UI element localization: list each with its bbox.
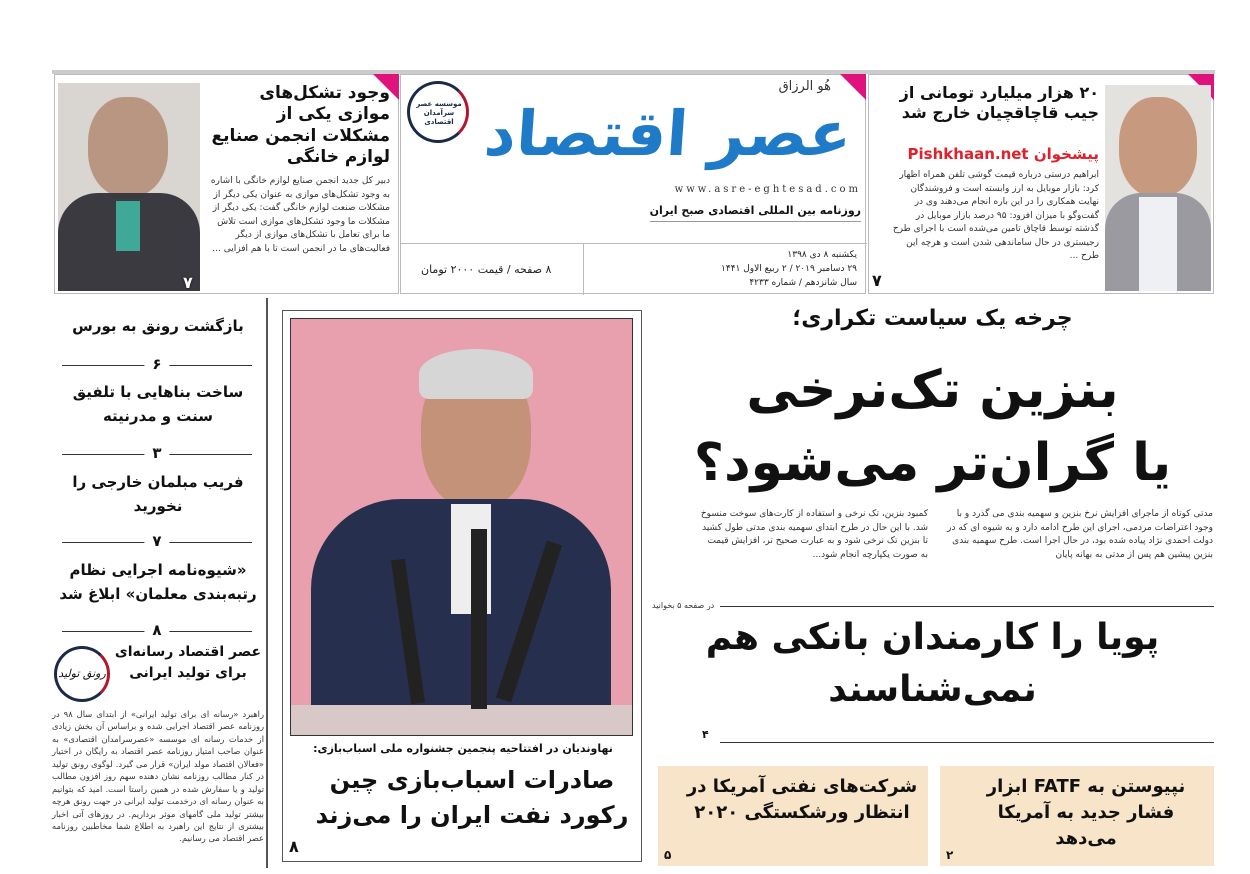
motto: هُو الرزاق [778,79,831,94]
sidebar-separator: ۸ [62,623,252,637]
divider [720,606,1214,607]
lead-col-right: مدتی کوتاه از ماجرای افزایش نرخ بنزین و سهمیه بندی می گذرد و با وجود اعتراضات مردمی، اجرای این طرح ادامه دارد و به شیوه ای که در دولت احمدی نژاد پیاده شده بود، در حال اجرا است. طرح سهمیه بندی بنزین پیشین هم پس از مدتی به بهانه پایان [947,509,1213,560]
page-ref: ۵ [664,847,672,862]
lead-headline[interactable]: بنزین تک‌نرخی یا گران‌تر می‌شود؟ [693,360,1172,493]
issue-info: یکشنبه ۸ دی ۱۳۹۸ ۲۹ دسامبر ۲۰۱۹ / ۲ ربیع الاول ۱۴۴۱ سال شانزدهم / شماره ۴۲۳۳ [721,250,857,288]
top-right-story [868,74,1214,294]
body-text: دبیر کل جدید انجمن صنایع لوازم خانگی با اشاره به وجود تشکل‌های موازی به عنوان یکی دیگر از مشکلات صنعت لوازم خانگی گفت: یکی دیگر از مشکلات ما وجود تشکل‌های موازی است تلاش ما برای تعامل با تشکل‌های موازی از دیگر فعالیت‌های ما در انجمن است تا با هم افزایی ... [210,176,390,254]
headline: وجود تشکل‌های موازی یکی از مشکلات انجمن صنایع لوازم خانگی [211,83,390,167]
watermark: پیشخوان Pishkhaan.net [907,145,1099,163]
sidebar-separator: ۶ [62,357,252,371]
page-ref: ۲ [946,847,954,862]
promo-body: راهبرد «رسانه ای برای تولید ایرانی» از ابتدای سال ۹۸ در روزنامه عصر اقتصاد اجرایی شده و براساس آن بخش زیادی از خدمات رسانه ای موسسه «عصرسرامدان اقتصادی» به عنوان صاحب امتیاز روزنامه عصر اقتصاد به رایگان در اختیار «فعالان اقتصاد مولد ایران» قرار می گیرد. لوگوی رونق تولید در کنار مطالب روزنامه نشان دهنده سهم روز افزون مطالب تولید و یا سفارش شده در همین راستا است. امید که بتوانیم به عنوان رسانه ای درخدمت تولید ایرانی در جهت رونق هرچه بیشتر تولید ملی گامهای موثر برداریم. در روزهای آتی اخبار بیشتری از نتایج این راهبرد به اطلاع شما مخاطبین روزنامه عصر اقتصاد می رسانیم. [52,709,264,844]
headline: ۲۰ هزار میلیارد تومانی از جیب قاچاقچیان خارج شد [899,83,1099,122]
divider [720,742,1214,743]
continue-link[interactable]: در صفحه ۵ بخوانید [652,601,715,610]
box-story[interactable]: نپیوستن به FATF ابزار فشار جدید به آمریکا می‌دهد ۲ [940,766,1214,866]
page-ref: ۴ [702,728,709,741]
page-ref: ۸ [289,837,299,856]
website-link[interactable]: www.asre-eghtesad.com [674,184,861,195]
portrait-photo [1105,85,1211,291]
page-ref: ۷ [872,271,882,290]
sidebar-item[interactable]: فریب مبلمان خارجی را نخورید [72,473,244,515]
lead-col-left: کمبود بنزین، تک نرخی و استفاده از کارت‌های سوخت منسوخ شد. با این حال در طرح ابتدای سهمیه بندی مدتی طول کشید تا بنزین تک نرخی شود و به عبارت صحیح تر، افزایش قیمت به صورت یکپارچه انجام شود... [700,509,928,560]
photo-story [282,310,642,862]
column-divider [266,298,268,868]
sidebar-item[interactable]: ساخت بناهایی با تلفیق سنت و مدرنیته [72,383,244,425]
sidebar-item[interactable]: «شیوه‌نامه اجرایی نظام رتبه‌بندی معلمان» ابلاغ شد [59,561,257,603]
headline[interactable]: صادرات اسباب‌بازی چین رکورد نفت ایران را می‌زند [315,766,629,829]
second-headline[interactable]: پویا را کارمندان بانکی هم نمی‌شناسند [705,617,1160,711]
subtitle: روزنامه بین المللی اقتصادی صبح ایران [650,203,861,222]
sidebar-item[interactable]: بازگشت رونق به بورس [72,317,244,335]
portrait-photo [58,83,200,291]
promo-title[interactable]: عصر اقتصاد رسانه‌ای برای تولید ایرانی [114,644,262,681]
kicker: نهاوندیان در افتتاحیه پنجمین جشنواره ملی اسباب‌بازی: [313,742,613,755]
sidebar-separator: ۳ [62,446,252,460]
speaker-photo [290,318,633,736]
sidebar-separator: ۷ [62,534,252,548]
price: ۸ صفحه / قیمت ۲۰۰۰ تومان [421,263,552,276]
promo-logo: رونق تولید [54,646,110,702]
page-ref: ۷ [183,273,193,292]
top-left-story [54,74,399,294]
lead-kicker: چرخه یک سیاست تکراری؛ [792,306,1073,331]
masthead [400,74,866,294]
publisher-logo: موسسه عصر سرآمدان اقتصادی [407,81,469,143]
body-text: ابراهیم درستی درباره قیمت گوشی تلفن همراه اظهار کرد: بازار موبایل به ارز وابسته است و فروشندگان نهایت همکاری را در این باره انجام می‌دهند وی در گفت‌وگو با میزان افزود: ۹۵ درصد بازار موبایل در گذشته توسط قاچاق تامین می‌شده است با اجرای طرح رجیستری در حال ساماندهی شدن است و هرچه این طرح ... [892,170,1099,261]
newspaper-title: عصر اقتصاد [482,97,855,170]
box-story[interactable]: شرکت‌های نفتی آمریکا در انتظار ورشکستگی ۲۰۲۰ ۵ [658,766,928,866]
